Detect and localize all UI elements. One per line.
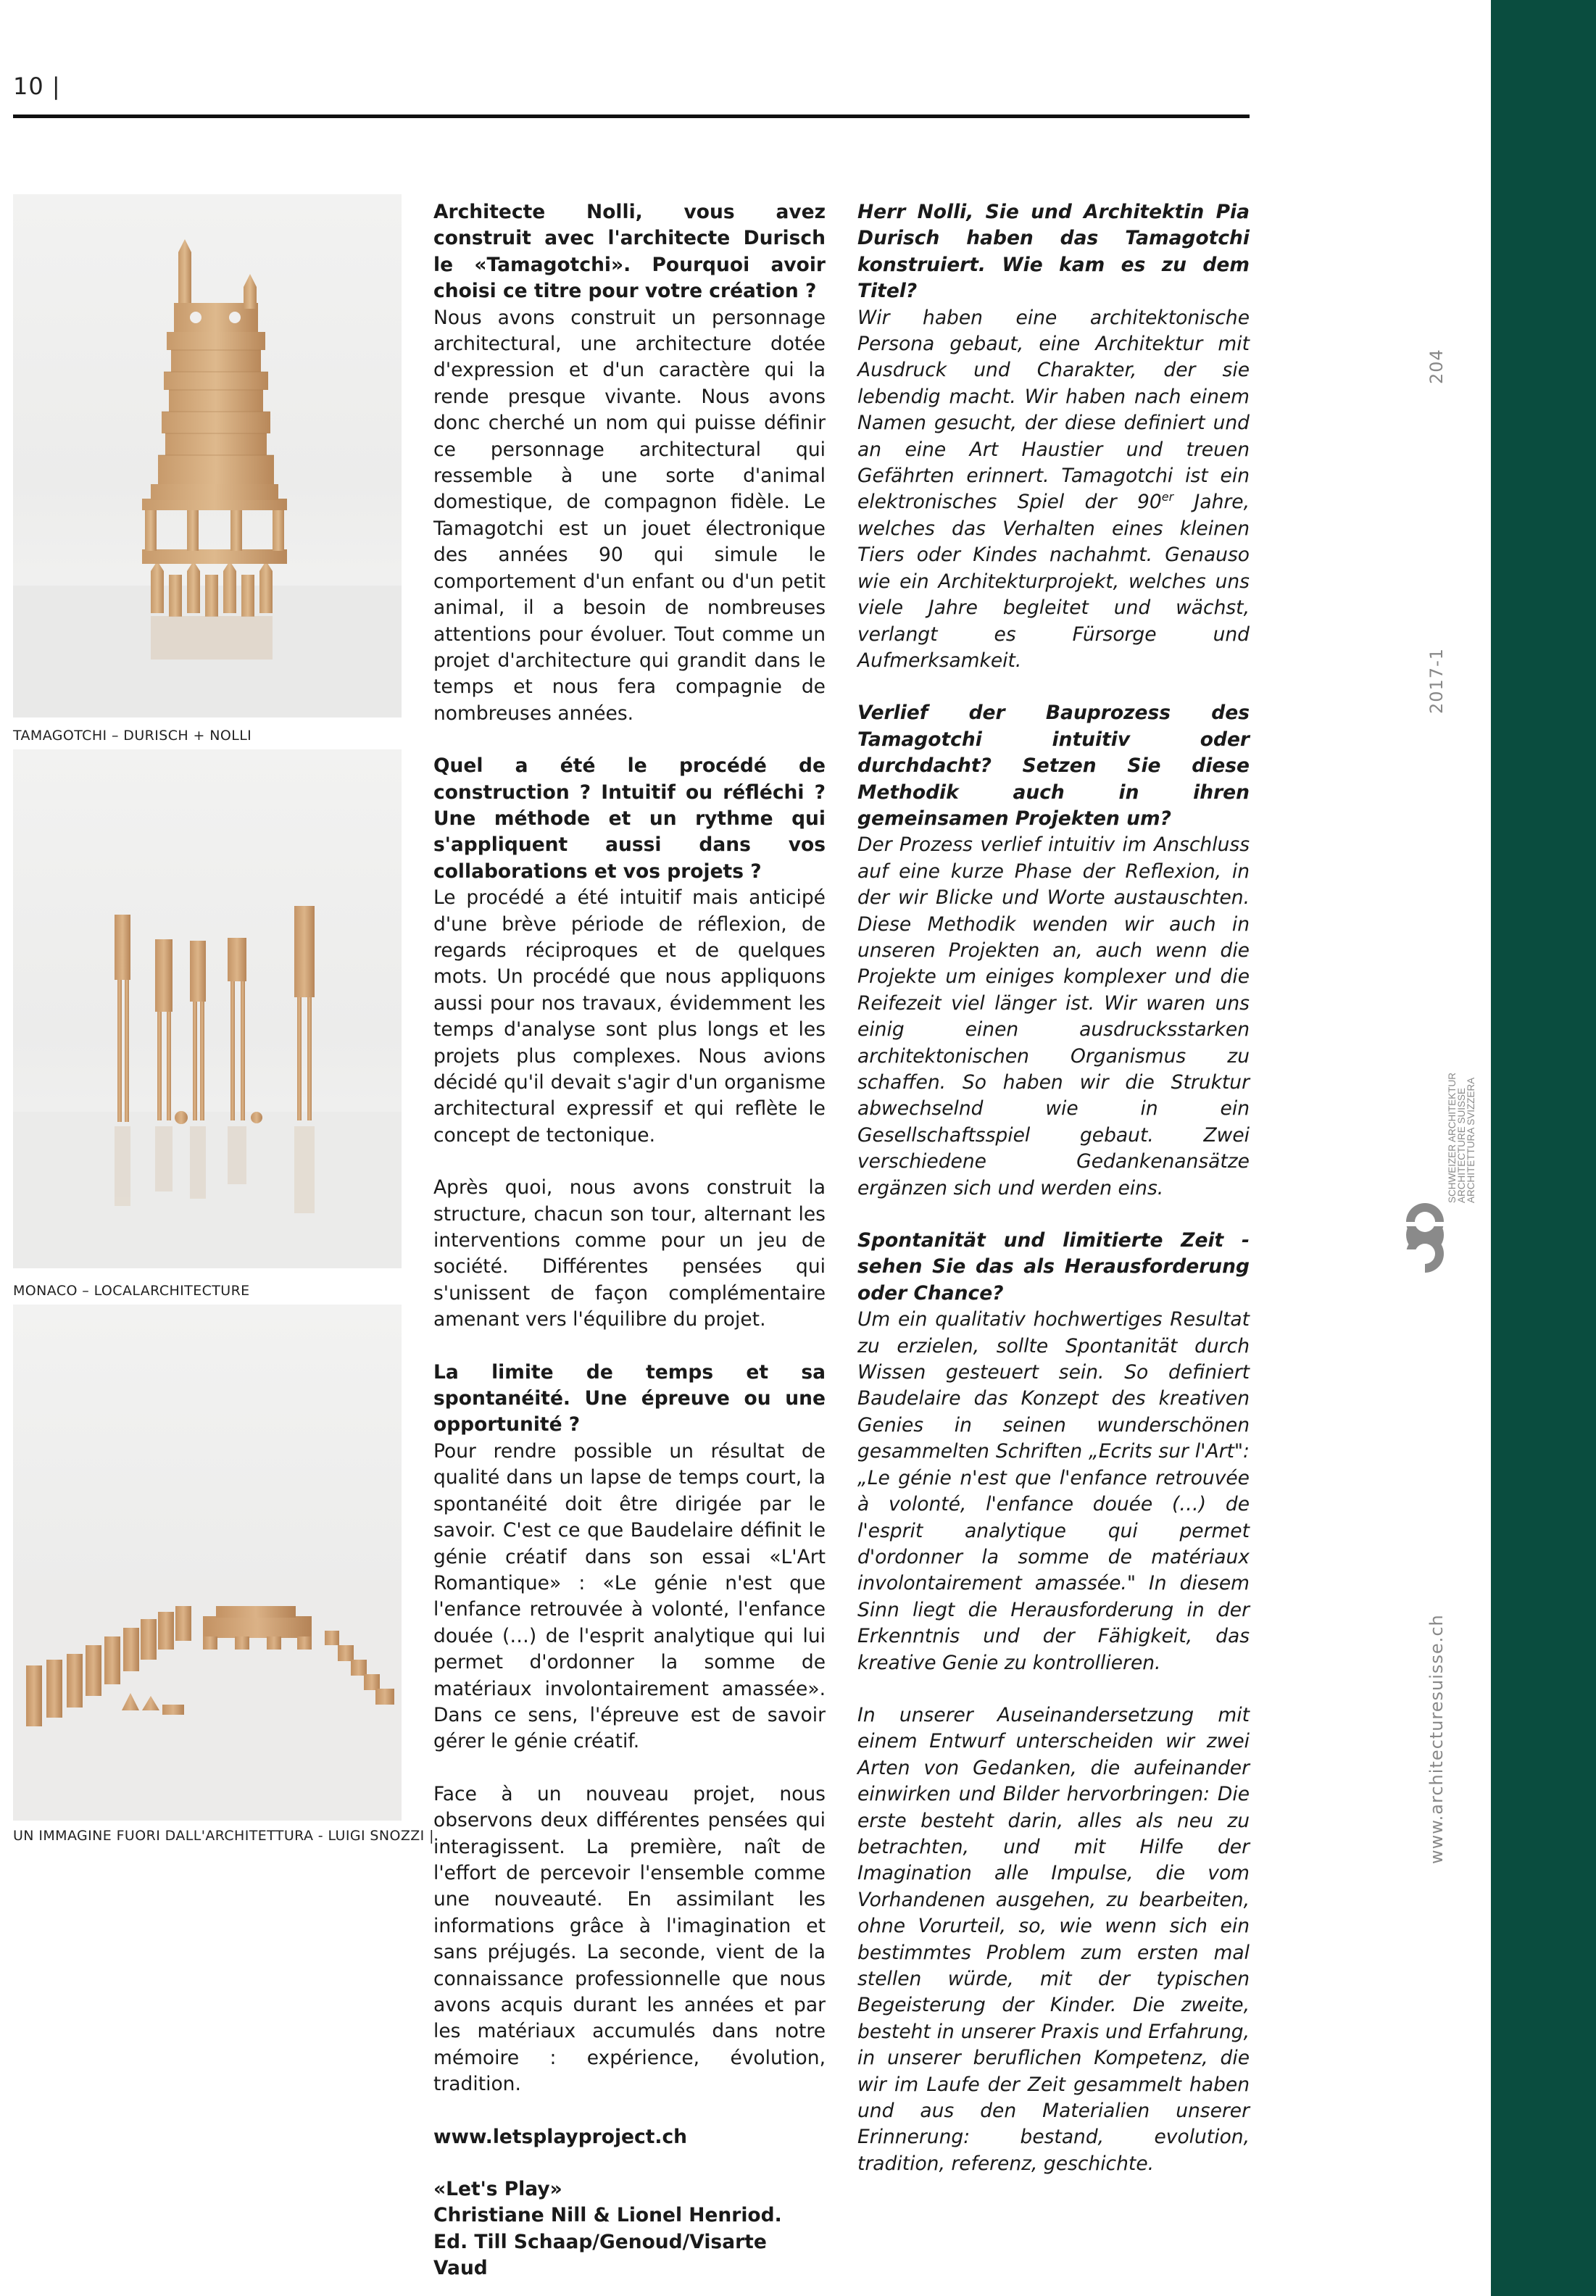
credit-title: «Let's Play» [433, 2178, 562, 2201]
fr-answer-4: Face à un nouveau projet, nous observons deux différentes pensées qui interagissent. La première, naît de l'effort de percevoir l'ensemble comme une nouveauté. En assimilant les informations grâce à l'imagination et sans préjugés. La seconde, vient de la connaissance professionnelle que nous avons acquis durant les années et par les matériaux accumulés dans notre mémoire : expérience, évolution, tradition. [433, 1782, 826, 2096]
page-number: 10 | [13, 72, 61, 100]
de-question-1: Herr Nolli, Sie und Architektin Pia Durisch haben das Tamagotchi konstruiert. Wie kam es zu dem Titel? [857, 201, 1250, 303]
wooden-pillars-photo [13, 749, 402, 1268]
publisher-line-1: SCHWEIZER ARCHITEKTUR [1447, 1072, 1458, 1203]
credit-authors: Christiane Nill & Lionel Henriod. [433, 2204, 782, 2227]
de-question-2: Verlief der Bauprozess des Tamagotchi intuitiv oder durchdacht? Setzen Sie diese Methodik auch in ihren gemeinsamen Projekten um? [857, 702, 1250, 830]
publisher-line-3: ARCHITETTURA SVIZZERA [1466, 1077, 1476, 1203]
fr-answer-2b: Après quoi, nous avons construit la structure, chacun son tour, alternant les interventions comme pour un jeu de société. Différentes pensées qui s'unissent de façon complémentaire amenant vers l'équilibre du projet. [433, 1176, 826, 1331]
fr-question-2: Quel a été le procédé de construction ? Intuitif ou réfléchi ? Une méthode et un rythme qui s'appliquent aussi dans vos collaborations et vos projets ? [433, 754, 826, 883]
issue-year: 2017-1 [1426, 647, 1447, 714]
fr-answer-3: Pour rendre possible un résultat de qualité dans un lapse de temps court, la spontanéité doit être dirigée par le savoir. C'est ce que Baudelaire définit le génie créatif dans son essai «L'Art Romantique» : «Le génie n'est que l'enfance retrouvée à volonté, l'enfance douée (…) de l'esprit analytique qui lui permet d'ordonner la somme de matériaux involontairement amassée». Dans ce sens, l'épreuve est de savoir gérer le génie créatif. [433, 1439, 826, 1753]
credits [433, 2124, 826, 2282]
photo-caption-1: TAMAGOTCHI – DURISCH + NOLLI [13, 728, 252, 744]
photo-caption-2: MONACO – LOCALARCHITECTURE [13, 1283, 250, 1299]
de-answer-1: Wir haben eine architektonische Persona gebaut, eine Architektur mit Ausdruck und Charakter, der sie lebendig macht. Wir haben nach einem Namen gesucht, der diese definiert und an eine Art Haustier und treuen Gefährten erinnert. Tamagotchi ist ein elektronisches Spiel der 90er Jahre, welches das Verhalten eines kleinen Tiers oder Kindes nachahmt. Genauso wie ein Architekturprojekt, welches uns viele Jahre begleitet und wächst, verlangt es Fürsorge und Aufmerksamkeit. [857, 306, 1250, 672]
fr-answer-1: Nous avons construit un personnage architectural, une architecture dotée d'expression et d'un caractère qui la rende presque vivante. Nous avons donc cherché un nom qui puisse définir ce personnage architectural qui ressemble à une sorte d'animal domestique, de compagnon fidèle. Le Tamagotchi est un jouet électronique des années 90 qui simule le comportement d'un enfant ou d'un petit animal, il a besoin de nombreuses attentions pour évoluer. Tout comme un projet d'architecture qui grandit dans le temps et nous fera compagnie de nombreuses années. [433, 306, 826, 725]
publisher-logo [1399, 1044, 1479, 1276]
de-question-3: Spontanität und limitierte Zeit - sehen Sie das als Herausforderung oder Chance? [857, 1229, 1250, 1305]
german-column [857, 199, 1250, 2177]
photo-caption-3: UN IMMAGINE FUORI DALL'ARCHITETTURA - LUIGI SNOZZI | [13, 1828, 434, 1844]
de-answer-4: In unserer Auseinandersetzung mit einem Entwurf unterscheiden wir zwei Arten von Gedanken, die aufeinander einwirken und Bilder hervorbringen: Die erste besteht darin, alles als neu zu betrachten, und mit Hilfe der Imagination alle Impulse, die vom Vorhandenen ausgehen, zu bearbeiten, ohne Vorurteil, so, wie wenn sich ein bestimmtes Problem zum ersten mal stellen würde, mit der typischen Begeisterung der Kinder. Die zweite, besteht in unserer Praxis und Erfahrung, in unserer beruflichen Kompetenz, die wir im Laufe der Zeit gesammelt haben und aus den Materialien unserer Erinnerung: bestand, evolution, tradition, referenz, geschichte. [857, 1703, 1250, 2175]
de-answer-2: Der Prozess verlief intuitiv im Anschluss auf eine kurze Phase der Reflexion, in der wir Blicke und Worte austauschten. Diese Methodik wenden wir auch in unseren Projekten an, auch wenn die Projekte um einiges komplexer und die Reifezeit viel länger ist. Wir waren uns einig einen ausdrucksstarken architektonischen Organismus zu schaffen. So haben wir die Struktur abwechselnd wie in ein Gesellschaftsspiel gebaut. Zwei verschiedene Gedankenansätze ergänzen sich und werden eins. [857, 833, 1250, 1199]
french-column [433, 199, 826, 2282]
decorative-band [1491, 0, 1596, 2296]
fr-question-1: Architecte Nolli, vous avez construit avec l'architecte Durisch le «Tamagotchi». Pourquoi avoir choisi ce titre pour votre création ? [433, 201, 826, 303]
issue-number: 204 [1426, 349, 1447, 384]
publisher-line-2: ARCHITECTURE SUISSE [1456, 1087, 1467, 1203]
de-answer-3: Um ein qualitativ hochwertiges Resultat zu erzielen, sollte Spontanität durch Wissen gesteuert sein. So definiert Baudelaire das Konzept des kreativen Genies in seinen wunderschönen gesammelten Schriften „Ecrits sur l'Art": „Le génie n'est que l'enfance retrouvée à volonté, l'enfance douée (…) de l'esprit analytique qui permet d'ordonner la somme de matériaux involontairement amassée." In diesem Sinn liegt die Herausforderung in der Erkenntnis und der Fähigkeit, das kreative Genie zu kontrollieren. [857, 1308, 1250, 1674]
credit-editor: Ed. Till Schaap/Genoud/Visarte Vaud [433, 2230, 767, 2280]
header-rule [13, 115, 1250, 118]
project-website-link[interactable]: www.letsplayproject.ch [433, 2125, 688, 2148]
block-tower-photo [13, 194, 402, 718]
fr-answer-2: Le procédé a été intuitif mais anticipé d'une brève période de réflexion, de regards réciproques et de quelques mots. Un procédé que nous appliquons aussi pour nos travaux, évidemment les temps d'analyse sont plus longs et les projets plus complexes. Nous avions décidé qu'il devait s'agir d'un organisme architectural expressif et qui reflète le concept de tectonique. [433, 886, 826, 1147]
block-arc-photo [13, 1305, 402, 1821]
fr-question-3: La limite de temps et sa spontanéité. Une épreuve ou une opportunité ? [433, 1360, 826, 1436]
website-url[interactable]: www.architecturesuisse.ch [1426, 1614, 1447, 1864]
